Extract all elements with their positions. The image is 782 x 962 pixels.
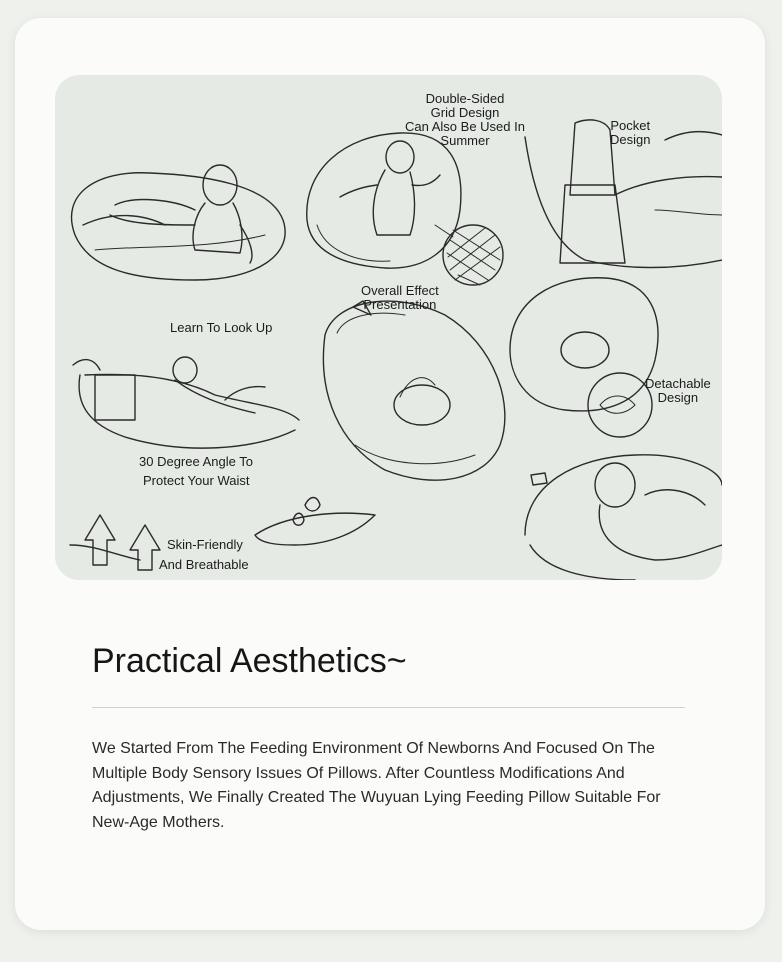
angle-pillow-sketch xyxy=(73,357,299,448)
overall-effect-pillow-sketch xyxy=(323,301,504,480)
label-detachable-design: Detachable Design xyxy=(645,376,711,405)
grid-design-pillow-sketch xyxy=(307,133,503,285)
detachable-pillow-sketch xyxy=(510,278,658,437)
feature-illustration xyxy=(55,75,722,580)
label-angle-line2: Protect Your Waist xyxy=(143,473,250,488)
label-learn-to-look-up: Learn To Look Up xyxy=(170,320,273,335)
label-angle-line1: 30 Degree Angle To xyxy=(139,454,253,469)
sketch-drawing xyxy=(55,75,722,580)
label-pocket-design: Pocket Design xyxy=(610,118,651,147)
look-up-pillow-sketch xyxy=(72,165,286,280)
section-description: We Started From The Feeding Environment Of Newborns And Focused On The Multiple Body Sensory Issues Of Pillows. After Countless Modifications And Adjustments, We Finally Created The Wuyuan Lying Feeding Pillow Suitable For New-Age Mothers. xyxy=(92,740,661,831)
section-title: Practical Aesthetics~ xyxy=(92,642,407,680)
label-grid-design: Double-Sided Grid Design Can Also Be Used In Summer xyxy=(405,91,525,148)
label-overall-effect: Overall Effect Presentation xyxy=(361,283,439,312)
label-skin-line1: Skin-Friendly xyxy=(167,537,243,552)
divider xyxy=(92,707,685,708)
lying-pillow-sketch xyxy=(525,455,722,580)
label-skin-line2: And Breathable xyxy=(159,557,249,572)
